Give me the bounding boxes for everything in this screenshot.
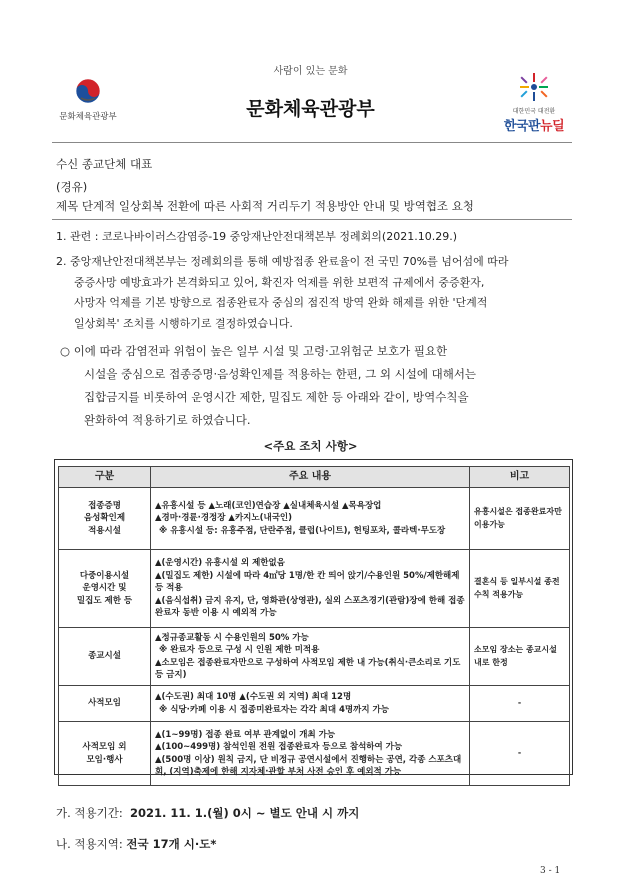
recipient-line: 수신 종교단체 대표 xyxy=(56,157,153,171)
category-line: 종교시설 xyxy=(88,651,121,662)
category-line: 접종증명 xyxy=(88,500,121,511)
remark-text: 유흥시설은 접종완료자만 이용가능 xyxy=(474,507,562,529)
bullet-line: ○ 이에 따라 감염전파 위험이 높은 일부 시설 및 고령·고위험군 보호가 필요한 xyxy=(60,344,448,358)
right-logo-brand xyxy=(496,115,572,134)
brand-part-a: 한국판 xyxy=(503,119,541,134)
content-line: ▲(100~499명) 참석인원 전원 접종완료자 등으로 참석하여 가능 xyxy=(155,742,403,752)
header-remark: 비고 xyxy=(470,467,570,488)
item-1: 1. 관련 : 코로나바이러스감염증-19 중앙재난안전대책본부 정례회의(2021.10.29.) xyxy=(56,230,457,243)
category-line: 음성확인제 xyxy=(83,513,126,524)
table-row xyxy=(59,488,570,550)
content-line: ▲(음식섭취) 금지 유지, 단, 영화관(상영관), 실외 스포츠경기(관람)장에 한해 접종완료자 동반 이용 시 예외적 가능 xyxy=(155,595,465,619)
item-2-line: 2. 중앙재난안전대책본부는 정례회의를 통해 예방접종 완료율이 전 국민 70%를 넘어섬에 따라 xyxy=(56,255,509,268)
item-2-line: 일상회복' 조치를 시행하기로 결정하였습니다. xyxy=(74,316,293,330)
table-row xyxy=(59,628,570,686)
row-category xyxy=(59,628,151,686)
header-category: 구분 xyxy=(59,467,151,488)
new-deal-logo xyxy=(496,72,572,134)
ministry-title: 문화체육관광부 xyxy=(246,98,375,120)
subject-divider xyxy=(52,219,572,220)
table-row xyxy=(59,550,570,628)
left-logo-caption: 문화체육관광부 xyxy=(59,112,117,122)
content-line: ▲유흥시설 등 ▲노래(코인)연습장 ▲실내체육시설 ▲목욕장업 xyxy=(155,500,382,511)
content-line: ▲(운영시간) 유흥시설 외 제한없음 xyxy=(155,558,285,569)
new-deal-emblem-icon xyxy=(517,72,551,102)
row-content xyxy=(151,686,470,722)
bullet-paragraph xyxy=(60,340,572,432)
right-logo-sub: 대한민국 대전환 xyxy=(512,108,556,115)
row-content xyxy=(151,550,470,628)
row-category xyxy=(59,550,151,628)
category-line: 사적모임 xyxy=(88,698,121,709)
row-category xyxy=(59,686,151,722)
content-line: ▲(500명 이상) 원칙 금지, 단 비정규 공연시설에서 진행하는 공연, 각종 스포츠대회, (지역)축제에 한해 지자체·관할 부처 사전 승인 후 예외적 가능 xyxy=(155,754,462,777)
row-remark xyxy=(470,488,570,550)
row-remark xyxy=(470,722,570,786)
content-line: ▲소모임은 접종완료자만으로 구성하여 사적모임 제한 내 가능(취식·큰소리로 기도 등 금지) xyxy=(155,657,461,680)
content-line: ▲(수도권) 최대 10명 ▲(수도권 외 지역) 최대 12명 xyxy=(155,692,352,702)
row-category xyxy=(59,722,151,786)
row-content xyxy=(151,722,470,786)
area-line xyxy=(56,836,216,852)
via-line: (경유) xyxy=(56,180,88,194)
tagline: 사람이 있는 문화 xyxy=(273,66,348,77)
content-note: ※ 완료자 등으로 구성 시 인원 제한 미적용 xyxy=(159,645,320,655)
content-note: ※ 유흥시설 등: 유흥주점, 단란주점, 클럽(나이트), 헌팅포차, 콜라텍·무도장 xyxy=(159,525,446,536)
row-remark xyxy=(470,686,570,722)
subject-line: 제목 단계적 일상회복 전환에 따른 사회적 거리두기 적용방안 안내 및 방역협조 요청 xyxy=(56,199,474,213)
item-2 xyxy=(56,252,570,334)
category-line: 적용시설 xyxy=(88,525,121,536)
page-number: 3 - 1 xyxy=(540,866,561,876)
bullet-line: 완화하여 적용하기로 하였습니다. xyxy=(84,413,251,427)
period-line xyxy=(56,805,359,821)
category-line: 모임·행사 xyxy=(86,754,123,765)
category-line: 다중이용시설 xyxy=(79,570,130,581)
measures-table xyxy=(58,466,570,786)
bullet-line: 집합금지를 비롯하여 운영시간 제한, 밀집도 제한 등 아래와 같이, 방역수칙을 xyxy=(84,390,469,404)
item-2-line: 사망자 억제를 기본 방향으로 접종완료자 중심의 점진적 방역 완화 해제를 위한 '단계적 xyxy=(74,296,488,309)
category-line: 운영시간 및 xyxy=(82,583,127,594)
content-line: ▲(밀집도 제한) 시설에 따라 4㎡당 1명/한 칸 띄어 앉기/수용인원 50%/제한해제 등 적용 xyxy=(155,570,460,594)
category-line: 사적모임 외 xyxy=(82,742,127,752)
table-header-row xyxy=(59,467,570,488)
table-row xyxy=(59,722,570,786)
bullet-line: 시설을 중심으로 접종증명·음성확인제를 적용하는 한편, 그 외 시설에 대해서는 xyxy=(84,367,477,381)
content-note: ※ 식당·카페 이용 시 접종미완료자는 각각 최대 4명까지 가능 xyxy=(159,704,389,715)
content-line: ▲정규종교활동 시 수용인원의 50% 가능 xyxy=(155,632,309,643)
table-title: <주요 조치 사항> xyxy=(263,439,358,453)
remark-text: - xyxy=(517,698,522,708)
area-label: 나. 적용지역: xyxy=(56,837,123,851)
item-2-line: 중증사망 예방효과가 본격화되고 있어, 확진자 억제를 위한 보편적 규제에서 중증환자, xyxy=(74,275,485,289)
header-content: 주요 내용 xyxy=(151,467,470,488)
remark-text: 결혼식 등 일부시설 종전 수칙 적용가능 xyxy=(474,577,560,599)
row-category xyxy=(59,488,151,550)
remark-text: 소모임 장소는 종교시설 내로 한정 xyxy=(474,645,557,667)
header-divider xyxy=(52,142,572,143)
content-line: ▲(1~99명) 접종 완료 여부 관계없이 개최 가능 xyxy=(155,729,336,740)
row-content xyxy=(151,488,470,550)
row-content xyxy=(151,628,470,686)
period-label: 가. 적용기간: xyxy=(56,806,123,820)
area-value: 전국 17개 시·도* xyxy=(126,837,217,851)
row-remark xyxy=(470,550,570,628)
brand-part-b: 뉴딜 xyxy=(540,119,565,134)
table-row xyxy=(59,686,570,722)
period-value: 2021. 11. 1.(월) 0시 ~ 별도 안내 시 까지 xyxy=(130,806,360,820)
content-line: ▲경마·경륜·경정장 ▲카지노(내국인) xyxy=(155,513,293,524)
remark-text: - xyxy=(517,748,522,758)
row-remark xyxy=(470,628,570,686)
category-line: 밀집도 제한 등 xyxy=(76,595,133,606)
